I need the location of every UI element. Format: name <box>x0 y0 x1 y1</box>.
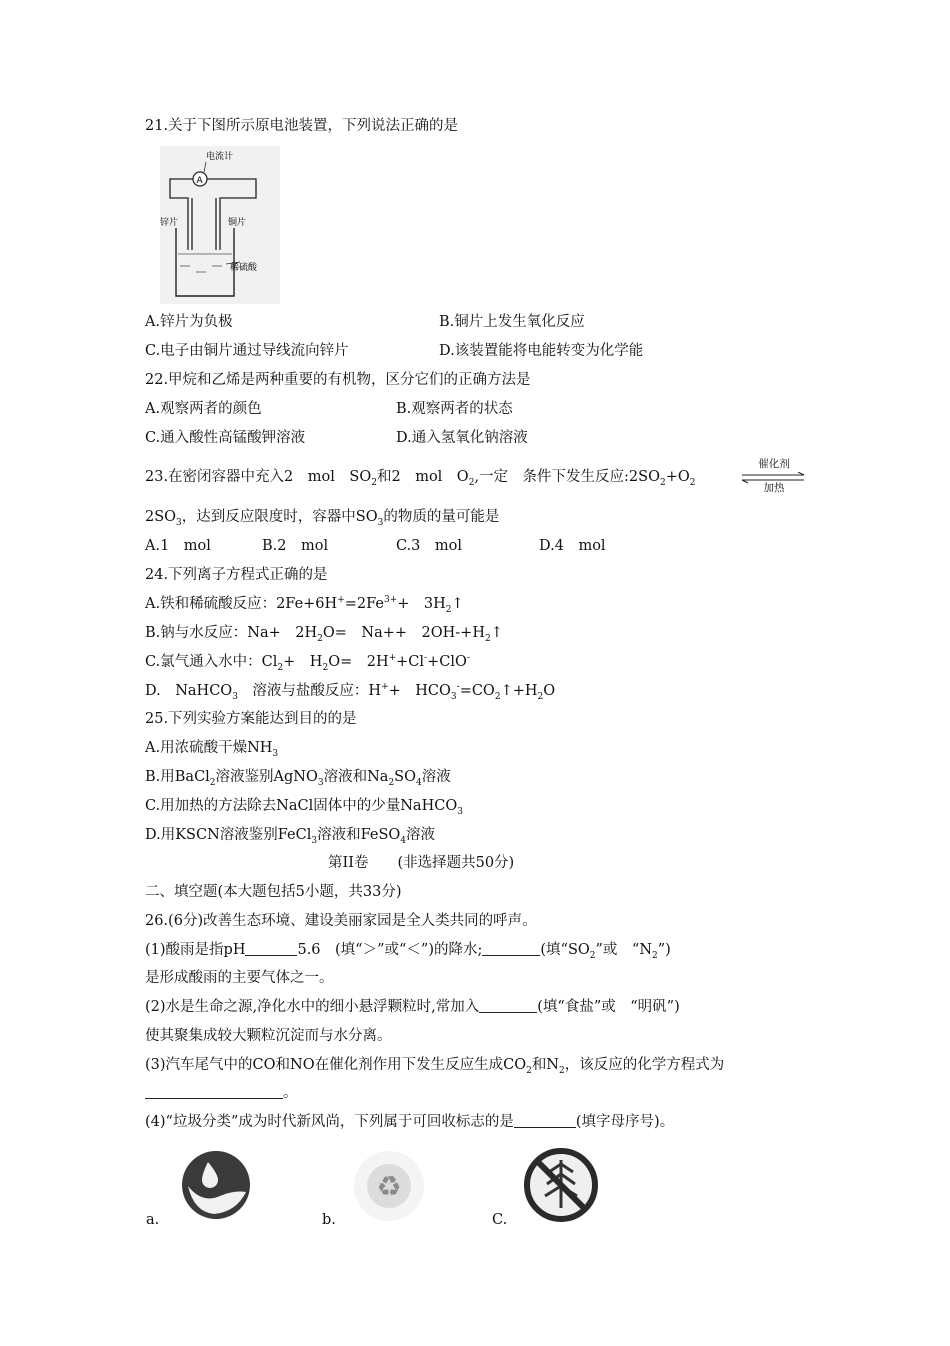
q26-part4: (4)“垃圾分类”成为时代新风尚，下列属于可回收标志的是 (填字母序号)。 <box>145 1114 675 1130</box>
meter-label: 电流计 <box>206 152 234 162</box>
q26-part1: (1)酸雨是指pH 5.6 (填“＞”或“＜”)的降水; (填“$SO_2$”或 “$N_2$”) <box>145 942 671 961</box>
svg-text:♻: ♻ <box>376 1170 402 1203</box>
q21-option-c: C.电子由铜片通过导线流向锌片 <box>145 343 349 359</box>
q24-option-c: C.氯气通入水中：$Cl_2+$ $H_2O=$ 2H++Cl-+ClO- <box>145 653 470 673</box>
q23-option-a: A.1 mol <box>145 538 211 554</box>
q26-part2: (2)水是生命之源,净化水中的细小悬浮颗粒时,常加入 (填“食盐”或 “明矾”) <box>145 999 680 1015</box>
q25-option-d: D.用KSCN溶液鉴别FeCl$_3$溶液和FeSO$_4$溶液 <box>145 827 435 846</box>
q24-option-d: D. NaHCO$_3$ 溶液与盐酸反应：H++ $HCO_3^-=CO_2↑+H_2O$ <box>145 682 556 702</box>
svg-text:A: A <box>196 176 203 186</box>
q26-part3: (3)汽车尾气中的CO和NO在催化剂作用下发生反应生成$CO_2$和$N_2$，该反应的化学方程式为 <box>145 1057 725 1076</box>
no-logging-symbol-icon <box>522 1146 600 1224</box>
q22-option-b: B.观察两者的状态 <box>396 401 513 417</box>
zinc-label: 锌片 <box>160 218 179 228</box>
q25-option-b: B.用BaCl$_2$溶液鉴别AgNO$_3$溶液和$Na_2SO_4$溶液 <box>145 769 451 788</box>
q24-stem: 24.下列离子方程式正确的是 <box>145 567 328 583</box>
recycle-symbol-icon <box>352 1150 426 1222</box>
q25-stem: 25.下列实验方案能达到目的的是 <box>145 711 357 727</box>
q26-stem: 26.(6分)改善生态环境、建设美丽家园是全人类共同的呼声。 <box>145 913 537 929</box>
q23-option-c: C.3 mol <box>396 538 463 554</box>
q22-option-d: D.通入氢氧化钠溶液 <box>396 430 528 446</box>
answer-blank[interactable] <box>514 1113 576 1128</box>
section-title: 第II卷 (非选择题共50分) <box>328 855 515 871</box>
q22-stem: 22.甲烷和乙烯是两种重要的有机物，区分它们的正确方法是 <box>145 372 531 388</box>
q22-option-a: A.观察两者的颜色 <box>145 401 262 417</box>
copper-label: 铜片 <box>228 218 247 228</box>
q21-option-a: A.锌片为负极 <box>145 314 233 330</box>
answer-blank[interactable] <box>479 998 537 1013</box>
q21-option-d: D.该装置能将电能转变为化学能 <box>439 343 644 359</box>
symbol-label-a: a. <box>146 1212 160 1228</box>
part2-heading: 二、填空题(本大题包括5小题，共33分) <box>145 884 402 900</box>
answer-blank[interactable] <box>482 941 540 956</box>
q25-option-c: C.用加热的方法除去NaCl固体中的少量NaHCO$_3$ <box>145 798 463 817</box>
catalyst-label: 催化剂 <box>758 458 790 470</box>
q26-part2-line2: 使其聚集成较大颗粒沉淀而与水分离。 <box>145 1028 392 1044</box>
answer-blank[interactable] <box>245 941 297 956</box>
q26-part3-line2: 。 <box>145 1083 298 1103</box>
q23-option-d: D.4 mol <box>539 538 606 554</box>
water-drop-symbol-icon <box>178 1150 254 1220</box>
q22-option-c: C.通入酸性高锰酸钾溶液 <box>145 430 306 446</box>
symbol-label-c: C. <box>492 1212 508 1228</box>
galvanic-cell-figure <box>160 146 280 304</box>
q23-stem: 23.在密闭容器中充入2 mol $SO_2$和2 mol $O_2$,一定 条件下发生反应$:2SO_2+O_2$ <box>145 469 696 488</box>
symbol-label-b: b. <box>322 1212 336 1228</box>
acid-label: 稀硫酸 <box>230 263 258 273</box>
q23-option-b: B.2 mol <box>262 538 329 554</box>
q21-stem: 21.关于下图所示原电池装置，下列说法正确的是 <box>145 118 459 134</box>
q21-option-b: B.铜片上发生氧化反应 <box>439 314 585 330</box>
q24-option-a: A.铁和稀硫酸反应：$2Fe+6H^+=2Fe^{3+}+$ $3H_2↑$ <box>145 595 464 615</box>
q25-option-a: A.用浓硫酸干燥$NH_3$ <box>145 740 279 759</box>
answer-blank[interactable] <box>145 1084 283 1099</box>
q23-line2: $2SO_3$，达到反应限度时，容器中$SO_3$的物质的量可能是 <box>145 509 500 528</box>
q24-option-b: B.钠与水反应：Na+ $2H_2O=$ Na++ $2OH-+H_2↑$ <box>145 625 503 644</box>
heat-label: 加热 <box>763 482 785 494</box>
q26-part1-line2: 是形成酸雨的主要气体之一。 <box>145 970 334 986</box>
